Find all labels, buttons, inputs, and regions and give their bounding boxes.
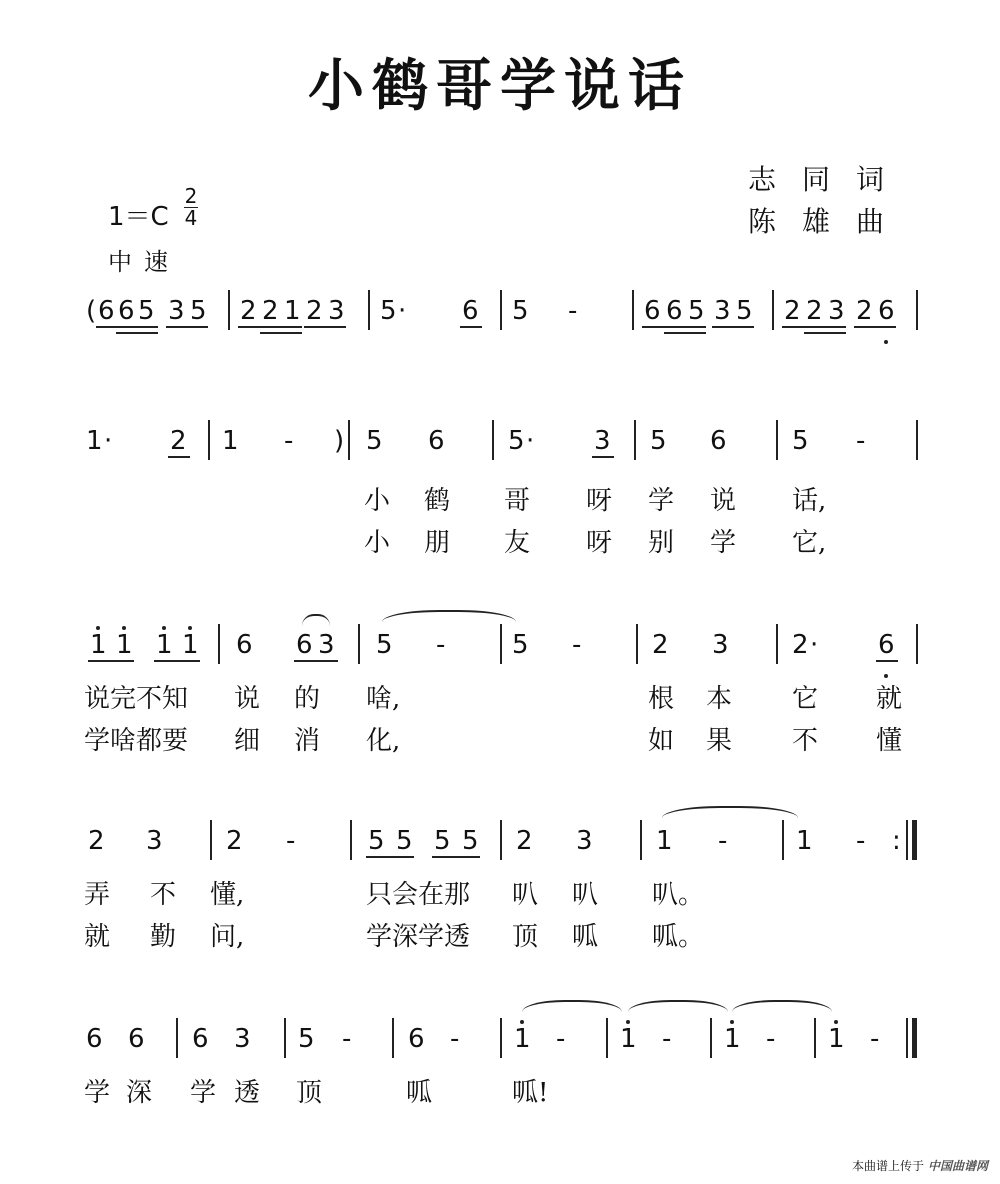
note: 6 xyxy=(878,630,895,660)
barline xyxy=(392,1018,394,1058)
note: 5 xyxy=(462,826,479,856)
note: 1 xyxy=(828,1024,845,1054)
notation-line-1 xyxy=(0,296,1000,376)
barline xyxy=(814,1018,816,1058)
dash: - xyxy=(284,426,294,456)
note: 2 xyxy=(856,296,873,326)
note: 1 xyxy=(222,426,239,456)
dash: - xyxy=(572,630,582,660)
note: 5 xyxy=(396,826,413,856)
note: 5 xyxy=(366,426,383,456)
note: 5 xyxy=(792,426,809,456)
barline xyxy=(500,820,502,860)
dash: - xyxy=(342,1024,352,1054)
note: 1 xyxy=(514,1024,531,1054)
barline xyxy=(782,820,784,860)
time-signature-numerator: 2 xyxy=(184,184,198,208)
note: 6 xyxy=(86,1024,103,1054)
note: 2 xyxy=(88,826,105,856)
note: 2 xyxy=(262,296,279,326)
tie xyxy=(382,610,516,622)
note: 1 xyxy=(796,826,813,856)
note: 6 xyxy=(462,296,479,326)
barline xyxy=(632,290,634,330)
dash: - xyxy=(556,1024,566,1054)
final-barline-thin xyxy=(906,1018,908,1058)
dash: - xyxy=(662,1024,672,1054)
note: 2 xyxy=(306,296,323,326)
tie xyxy=(662,806,798,818)
note: 3 xyxy=(234,1024,251,1054)
barline xyxy=(218,624,220,664)
barline xyxy=(916,624,918,664)
dash: - xyxy=(436,630,446,660)
note: 2 xyxy=(652,630,669,660)
note: 5 xyxy=(434,826,451,856)
note: 5 xyxy=(138,296,155,326)
dot: · xyxy=(810,630,819,660)
barline xyxy=(636,624,638,664)
note: 3 xyxy=(714,296,731,326)
note: 3 xyxy=(168,296,185,326)
barline xyxy=(284,1018,286,1058)
note: 5 xyxy=(380,296,397,326)
repeat-dots: : xyxy=(892,826,901,856)
note: 5 xyxy=(368,826,385,856)
dash: - xyxy=(286,826,296,856)
note: 2 xyxy=(784,296,801,326)
final-barline-thin xyxy=(906,820,908,860)
dash: - xyxy=(856,826,866,856)
barline xyxy=(916,290,918,330)
time-signature-denominator: 4 xyxy=(184,206,198,230)
note: 5 xyxy=(298,1024,315,1054)
note: 1 xyxy=(284,296,301,326)
dot: · xyxy=(526,426,535,456)
barline xyxy=(208,420,210,460)
barline xyxy=(916,420,918,460)
close-paren: ) xyxy=(334,426,345,456)
barline xyxy=(210,820,212,860)
barline xyxy=(176,1018,178,1058)
note: 5 xyxy=(512,296,529,326)
dash: - xyxy=(856,426,866,456)
note: 1 xyxy=(724,1024,741,1054)
composer-credit: 陈雄曲 xyxy=(748,205,911,238)
time-signature xyxy=(183,186,199,229)
note: 6 xyxy=(710,426,727,456)
barline xyxy=(228,290,230,330)
note: 5 xyxy=(688,296,705,326)
note: 1 xyxy=(156,630,173,660)
note: 6 xyxy=(236,630,253,660)
note: 2 xyxy=(240,296,257,326)
note: 5 xyxy=(376,630,393,660)
barline xyxy=(350,820,352,860)
barline xyxy=(368,290,370,330)
note: 3 xyxy=(712,630,729,660)
note: 3 xyxy=(146,826,163,856)
tie xyxy=(732,1000,832,1012)
dash: - xyxy=(450,1024,460,1054)
note: 6 xyxy=(128,1024,145,1054)
note: 3 xyxy=(828,296,845,326)
page-title: 小鹤哥学说话 xyxy=(308,53,692,119)
note: 6 xyxy=(296,630,313,660)
note: 3 xyxy=(594,426,611,456)
barline xyxy=(348,420,350,460)
open-paren: ( xyxy=(86,296,97,326)
note: 2 xyxy=(792,630,809,660)
note: 2 xyxy=(170,426,187,456)
note: 5 xyxy=(512,630,529,660)
footer-text: 本曲谱上传于 xyxy=(851,1159,924,1173)
note: 5 xyxy=(190,296,207,326)
dot: · xyxy=(104,426,113,456)
barline xyxy=(634,420,636,460)
lyricist-credit: 志同词 xyxy=(748,163,911,196)
slur xyxy=(302,614,330,626)
note: 2 xyxy=(806,296,823,326)
note: 5 xyxy=(650,426,667,456)
note: 5 xyxy=(736,296,753,326)
note: 6 xyxy=(666,296,683,326)
note: 2 xyxy=(516,826,533,856)
barline xyxy=(500,290,502,330)
note: 2 xyxy=(226,826,243,856)
note: 1 xyxy=(182,630,199,660)
note: 6 xyxy=(644,296,661,326)
barline xyxy=(492,420,494,460)
note: 3 xyxy=(576,826,593,856)
note: 6 xyxy=(878,296,895,326)
dash: - xyxy=(766,1024,776,1054)
key-signature: 1＝C xyxy=(108,202,169,232)
barline xyxy=(500,624,502,664)
note: 6 xyxy=(408,1024,425,1054)
note: 1 xyxy=(86,426,103,456)
note: 1 xyxy=(620,1024,637,1054)
barline xyxy=(500,1018,502,1058)
dash: - xyxy=(870,1024,880,1054)
dash: - xyxy=(718,826,728,856)
note: 6 xyxy=(192,1024,209,1054)
notation-line-2 xyxy=(0,426,1000,506)
tie xyxy=(522,1000,622,1012)
barline xyxy=(776,624,778,664)
tempo-marking: 中速 xyxy=(108,248,180,276)
barline xyxy=(776,420,778,460)
note: 3 xyxy=(318,630,335,660)
note: 5 xyxy=(508,426,525,456)
barline xyxy=(710,1018,712,1058)
note: 1 xyxy=(116,630,133,660)
note: 6 xyxy=(428,426,445,456)
note: 6 xyxy=(98,296,115,326)
final-barline-thick xyxy=(912,820,917,860)
tie xyxy=(628,1000,728,1012)
note: 6 xyxy=(118,296,135,326)
barline xyxy=(772,290,774,330)
dot: · xyxy=(398,296,407,326)
barline xyxy=(640,820,642,860)
barline xyxy=(358,624,360,664)
note: 1 xyxy=(90,630,107,660)
note: 3 xyxy=(328,296,345,326)
barline xyxy=(606,1018,608,1058)
dash: - xyxy=(568,296,578,326)
footer-attribution xyxy=(852,1157,988,1174)
site-logo: 中国曲谱网 xyxy=(927,1159,988,1173)
note: 1 xyxy=(656,826,673,856)
final-barline-thick xyxy=(912,1018,917,1058)
